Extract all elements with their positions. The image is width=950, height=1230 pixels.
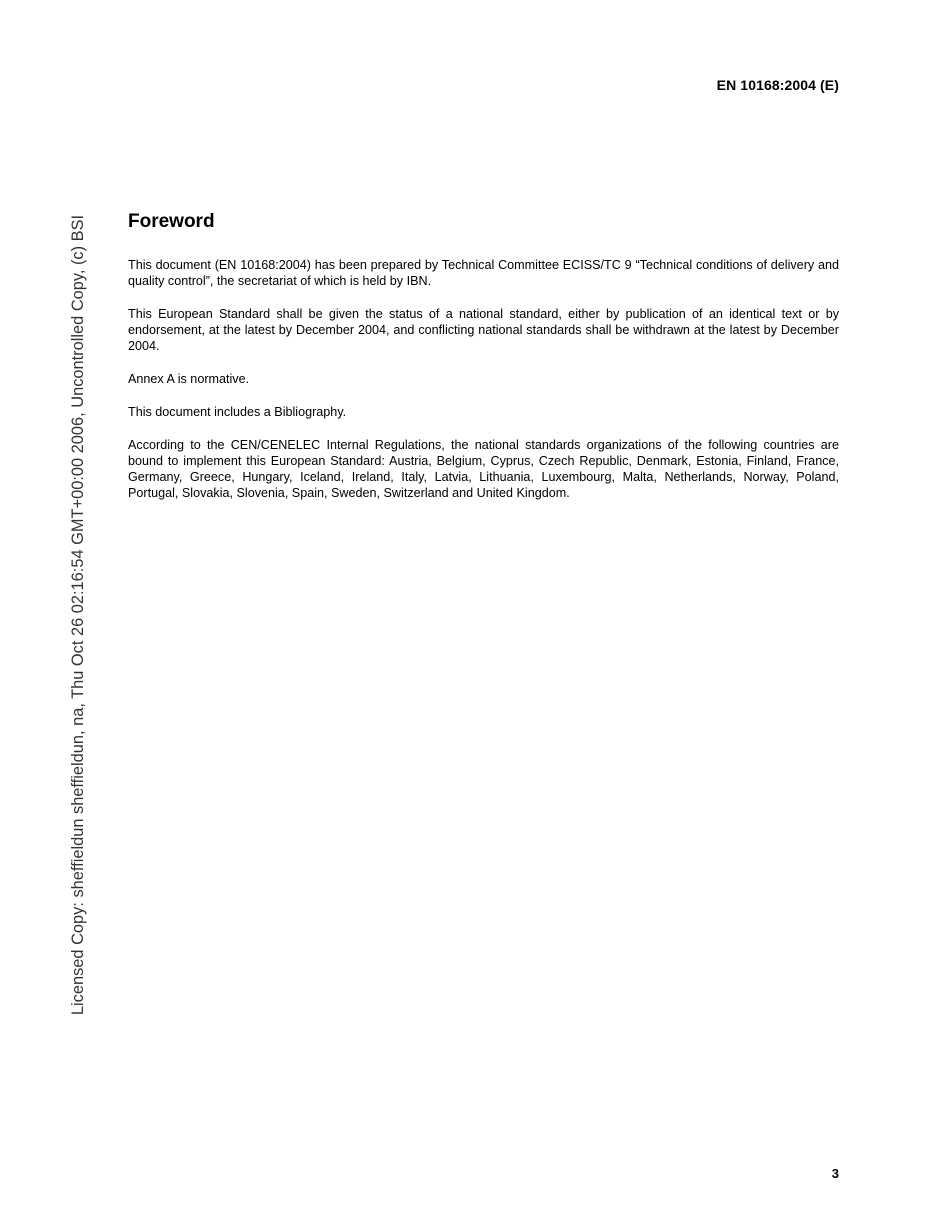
paragraph-countries: According to the CEN/CENELEC Internal Regulations, the national standards organizations of the following countries are bound to implement this European Standard: Austria, Belgium, Cyprus, Czech Republic, Denmark, Estonia, Finland, France, Germany, Greece, Hungary, Iceland, Ireland, Italy, Latvia, Lithuania, Luxembourg, Malta, Netherlands, Norway, Poland, Portugal, Slovakia, Slovenia, Spain, Sweden, Switzerland and United Kingdom. xyxy=(128,438,839,500)
paragraph-status: This European Standard shall be given the status of a national standard, either by publication of an identical text or by endorsement, at the latest by December 2004, and conflicting national standards shall be withdrawn at the latest by December 2004. xyxy=(128,307,839,353)
section-title: Foreword xyxy=(128,211,215,232)
page-number: 3 xyxy=(831,1166,839,1181)
license-watermark: Licensed Copy: sheffieldun sheffieldun, na, Thu Oct 26 02:16:54 GMT+00:00 2006, Uncontrolled Copy, (c) BSI xyxy=(69,214,87,1016)
paragraph-bibliography: This document includes a Bibliography. xyxy=(128,405,347,419)
foreword-section xyxy=(128,210,839,518)
document-reference: EN 10168:2004 (E) xyxy=(716,77,839,93)
paragraph-annex: Annex A is normative. xyxy=(128,372,250,386)
paragraph-preparation: This document (EN 10168:2004) has been prepared by Technical Committee ECISS/TC 9 “Technical conditions of delivery and quality control”, the secretariat of which is held by IBN. xyxy=(128,258,839,288)
